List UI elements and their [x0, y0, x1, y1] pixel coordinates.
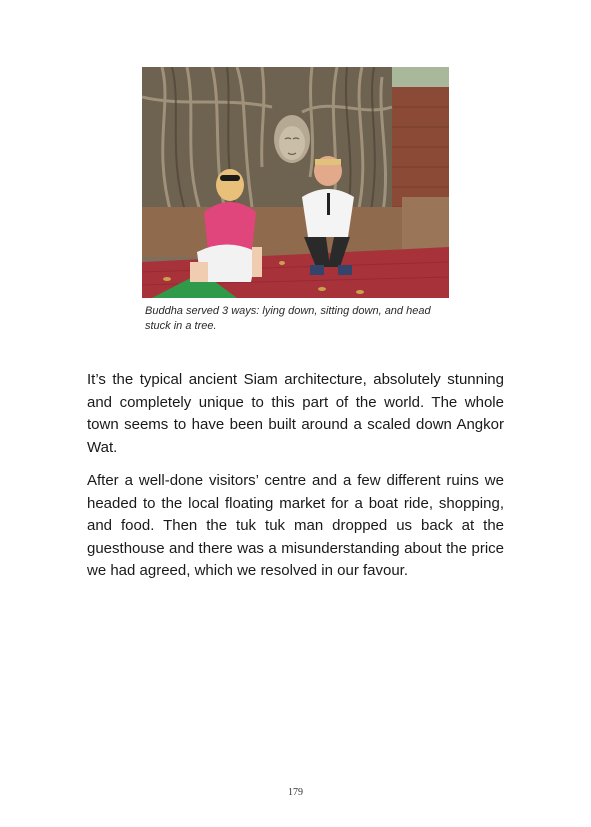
figure-caption: Buddha served 3 ways: lying down, sitting down, and head stuck in a tree. — [145, 305, 431, 332]
paragraph-1: It’s the typical ancient Siam architecture, absolutely stunning and completely unique to this part of the world. The whole town seems to have been built around a scaled down Angkor Wat. — [87, 371, 504, 456]
paragraph-2: After a well-done visitors’ centre and a few different ruins we headed to the local floating market for a boat ride, shopping, and food. Then the tuk tuk man dropped us back at the guesthouse and there was a misunderstanding about the price we had agreed, which we resolved in our favour. — [87, 472, 504, 579]
page-number: 179 — [288, 787, 303, 798]
photo-buddha-head-tree — [142, 67, 449, 298]
